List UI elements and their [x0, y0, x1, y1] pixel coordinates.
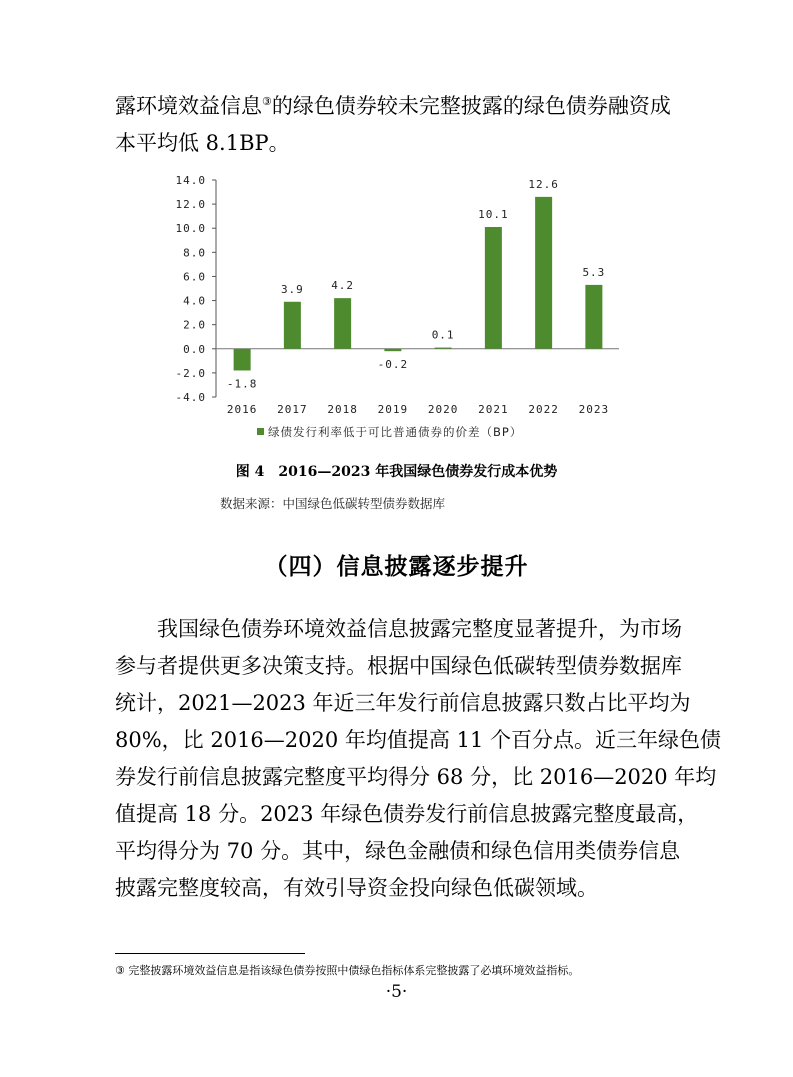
y-tick-label: 6.0: [183, 270, 206, 284]
data-label: 4.2: [331, 279, 355, 293]
y-tick-label: 12.0: [175, 198, 206, 212]
x-tick-label: 2021: [478, 403, 509, 416]
x-tick-label: 2022: [528, 403, 559, 416]
x-tick-label: 2019: [377, 403, 409, 416]
data-label: -1.8: [226, 377, 258, 391]
footnote: ③ 完整披露环境效益信息是指该绿色债券按照中债绿色指标体系完整披露了必填环境效益指标。: [115, 964, 580, 977]
bar: [334, 298, 351, 349]
body-line: 值提高 18 分。2023 年绿色债券发行前信息披露完整度最高，: [115, 802, 699, 826]
x-tick-label: 2023: [578, 403, 610, 416]
intro-line-2: 本平均低 8.1BP。: [115, 131, 290, 155]
figure-source: 数据来源：中国绿色低碳转型债券数据库: [220, 496, 446, 511]
data-label: -0.2: [377, 358, 409, 372]
bar: [485, 227, 502, 349]
y-tick-label: 2.0: [183, 318, 206, 332]
body-line: 披露完整度较高，有效引导资金投向绿色低碳领域。: [115, 876, 598, 900]
bar: [435, 348, 452, 349]
legend-swatch: [257, 428, 264, 435]
data-label: 12.6: [528, 177, 559, 191]
x-tick-label: 2020: [427, 403, 459, 416]
figure-caption: 图 4 2016—2023 年我国绿色债券发行成本优势: [235, 464, 558, 480]
body-line: 平均得分为 70 分。其中，绿色金融债和绿色信用类债券信息: [115, 839, 681, 863]
y-tick-label: -2.0: [175, 366, 206, 380]
body-line: 参与者提供更多决策支持。根据中国绿色低碳转型债券数据库: [115, 654, 682, 678]
bar: [384, 349, 401, 351]
intro-paragraph: [115, 88, 685, 162]
section-heading: （四）信息披露逐步提升: [264, 554, 529, 580]
data-label: 10.1: [478, 208, 509, 222]
data-label: 0.1: [431, 328, 455, 342]
bar: [234, 349, 251, 371]
page-number: ·5·: [385, 982, 408, 1002]
x-tick-label: 2016: [226, 403, 258, 416]
y-tick-label: 8.0: [183, 246, 206, 260]
y-tick-label: 14.0: [175, 174, 206, 187]
bar: [585, 285, 602, 349]
bar-chart: [162, 170, 632, 452]
data-label: 5.3: [582, 265, 606, 279]
body-line: 券发行前信息披露完整度平均得分 68 分，比 2016—2020 年均: [115, 765, 717, 789]
body-line: 80%，比 2016—2020 年均值提高 11 个百分点。近三年绿色债: [115, 728, 721, 752]
body-line: 统计，2021—2023 年近三年发行前信息披露只数占比平均为: [115, 691, 691, 715]
body-line: 我国绿色债券环境效益信息披露完整度显著提升，为市场: [157, 617, 682, 641]
legend-label: 绿债发行利率低于可比普通债券的价差（BP）: [268, 425, 523, 439]
intro-line-1-end: 的绿色债券较未完整披露的绿色债券融资成: [271, 94, 671, 118]
y-tick-label: -4.0: [175, 391, 206, 404]
x-tick-label: 2018: [327, 403, 358, 416]
data-label: 3.9: [280, 282, 304, 296]
bar: [535, 197, 552, 349]
chart-canvas: [162, 170, 632, 452]
x-tick-label: 2017: [277, 403, 308, 416]
bar: [284, 302, 301, 349]
y-tick-label: 4.0: [183, 294, 206, 308]
intro-line-1: [115, 88, 685, 125]
y-tick-label: 0.0: [183, 342, 206, 356]
footnote-reference[interactable]: ③: [262, 95, 272, 108]
body-paragraph: [115, 611, 721, 907]
intro-line-1-start: 露环境效益信息: [115, 94, 262, 118]
y-tick-label: 10.0: [175, 222, 206, 236]
footnote-divider: [115, 953, 305, 954]
